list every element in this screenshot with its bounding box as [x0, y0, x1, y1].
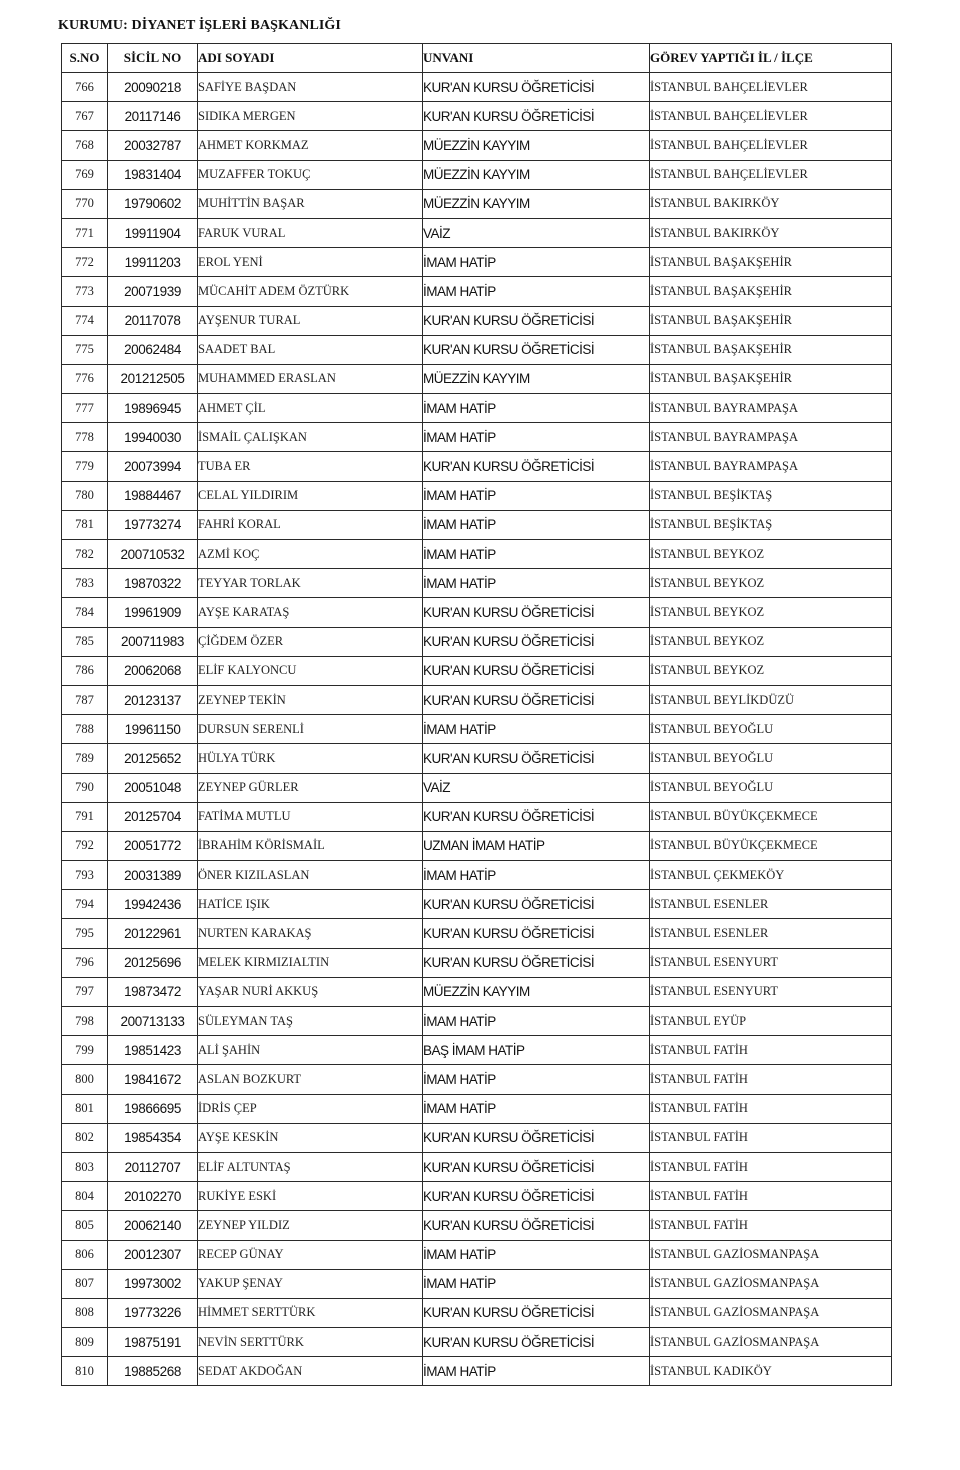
cell-name: DURSUN SERENLİ — [198, 715, 423, 744]
cell-no: 777 — [62, 394, 108, 423]
cell-title: İMAM HATİP — [423, 1357, 650, 1386]
cell-sicil: 19911904 — [108, 218, 198, 247]
cell-sicil: 19831404 — [108, 160, 198, 189]
table-row — [62, 1211, 892, 1240]
cell-title: İMAM HATİP — [423, 569, 650, 598]
document-title: KURUMU: DİYANET İŞLERİ BAŞKANLIĞI — [58, 18, 341, 33]
cell-sicil: 200710532 — [108, 540, 198, 569]
cell-name: HATİCE IŞIK — [198, 890, 423, 919]
cell-name: CELAL YILDIRIM — [198, 481, 423, 510]
cell-title: KUR'AN KURSU ÖĞRETİCİSİ — [423, 335, 650, 364]
cell-place: İSTANBUL BEYKOZ — [650, 569, 892, 598]
cell-no: 786 — [62, 656, 108, 685]
table-row — [62, 73, 892, 102]
cell-no: 773 — [62, 277, 108, 306]
table-row — [62, 452, 892, 481]
cell-name: FARUK VURAL — [198, 218, 423, 247]
cell-place: İSTANBUL EYÜP — [650, 1007, 892, 1036]
cell-place: İSTANBUL BAŞAKŞEHİR — [650, 248, 892, 277]
cell-sicil: 20112707 — [108, 1152, 198, 1181]
cell-place: İSTANBUL BEYKOZ — [650, 656, 892, 685]
table-row — [62, 627, 892, 656]
cell-title: İMAM HATİP — [423, 423, 650, 452]
cell-title: İMAM HATİP — [423, 394, 650, 423]
cell-name: HİMMET SERTTÜRK — [198, 1298, 423, 1327]
cell-title: İMAM HATİP — [423, 481, 650, 510]
cell-sicil: 19870322 — [108, 569, 198, 598]
cell-title: İMAM HATİP — [423, 1065, 650, 1094]
table-row — [62, 685, 892, 714]
cell-place: İSTANBUL BEYOĞLU — [650, 715, 892, 744]
header-place: GÖREV YAPTIĞI İL / İLÇE — [650, 44, 892, 73]
table-row — [62, 335, 892, 364]
cell-place: İSTANBUL FATİH — [650, 1036, 892, 1065]
cell-title: KUR'AN KURSU ÖĞRETİCİSİ — [423, 1152, 650, 1181]
cell-title: İMAM HATİP — [423, 715, 650, 744]
cell-sicil: 20012307 — [108, 1240, 198, 1269]
cell-name: AYŞENUR TURAL — [198, 306, 423, 335]
cell-place: İSTANBUL BEŞİKTAŞ — [650, 510, 892, 539]
cell-sicil: 19940030 — [108, 423, 198, 452]
cell-title: KUR'AN KURSU ÖĞRETİCİSİ — [423, 685, 650, 714]
cell-no: 778 — [62, 423, 108, 452]
cell-no: 789 — [62, 744, 108, 773]
cell-name: SAFİYE BAŞDAN — [198, 73, 423, 102]
cell-no: 797 — [62, 977, 108, 1006]
table-row — [62, 1123, 892, 1152]
cell-name: TUBA ER — [198, 452, 423, 481]
cell-title: VAİZ — [423, 218, 650, 247]
table-row — [62, 1240, 892, 1269]
cell-title: KUR'AN KURSU ÖĞRETİCİSİ — [423, 1298, 650, 1327]
cell-sicil: 20090218 — [108, 73, 198, 102]
cell-place: İSTANBUL ÇEKMEKÖY — [650, 861, 892, 890]
cell-sicil: 19773226 — [108, 1298, 198, 1327]
cell-sicil: 19884467 — [108, 481, 198, 510]
cell-place: İSTANBUL ESENYURT — [650, 948, 892, 977]
cell-title: KUR'AN KURSU ÖĞRETİCİSİ — [423, 890, 650, 919]
cell-no: 768 — [62, 131, 108, 160]
table-row — [62, 364, 892, 393]
cell-name: YAKUP ŞENAY — [198, 1269, 423, 1298]
cell-name: ELİF KALYONCU — [198, 656, 423, 685]
table-row — [62, 277, 892, 306]
cell-place: İSTANBUL FATİH — [650, 1094, 892, 1123]
cell-sicil: 19973002 — [108, 1269, 198, 1298]
cell-no: 810 — [62, 1357, 108, 1386]
cell-no: 809 — [62, 1328, 108, 1357]
header-no: S.NO — [62, 44, 108, 73]
cell-place: İSTANBUL BAKIRKÖY — [650, 218, 892, 247]
cell-title: KUR'AN KURSU ÖĞRETİCİSİ — [423, 1211, 650, 1240]
table-row — [62, 1036, 892, 1065]
cell-place: İSTANBUL BÜYÜKÇEKMECE — [650, 831, 892, 860]
cell-no: 808 — [62, 1298, 108, 1327]
cell-place: İSTANBUL BEYKOZ — [650, 598, 892, 627]
cell-title: KUR'AN KURSU ÖĞRETİCİSİ — [423, 744, 650, 773]
cell-no: 796 — [62, 948, 108, 977]
table-row — [62, 540, 892, 569]
cell-no: 775 — [62, 335, 108, 364]
cell-no: 766 — [62, 73, 108, 102]
cell-sicil: 19896945 — [108, 394, 198, 423]
cell-name: ASLAN BOZKURT — [198, 1065, 423, 1094]
cell-place: İSTANBUL BAYRAMPAŞA — [650, 452, 892, 481]
cell-no: 790 — [62, 773, 108, 802]
cell-name: İDRİS ÇEP — [198, 1094, 423, 1123]
cell-name: AYŞE KARATAŞ — [198, 598, 423, 627]
cell-name: AHMET KORKMAZ — [198, 131, 423, 160]
cell-name: MUZAFFER TOKUÇ — [198, 160, 423, 189]
cell-name: AYŞE KESKİN — [198, 1123, 423, 1152]
table-row — [62, 656, 892, 685]
cell-name: ZEYNEP GÜRLER — [198, 773, 423, 802]
cell-title: KUR'AN KURSU ÖĞRETİCİSİ — [423, 919, 650, 948]
table-body — [62, 73, 892, 1386]
cell-place: İSTANBUL BAŞAKŞEHİR — [650, 364, 892, 393]
cell-title: MÜEZZİN KAYYIM — [423, 977, 650, 1006]
cell-no: 770 — [62, 189, 108, 218]
table-row — [62, 510, 892, 539]
cell-no: 769 — [62, 160, 108, 189]
table-row — [62, 1357, 892, 1386]
cell-title: MÜEZZİN KAYYIM — [423, 364, 650, 393]
cell-title: KUR'AN KURSU ÖĞRETİCİSİ — [423, 627, 650, 656]
table-row — [62, 1152, 892, 1181]
cell-place: İSTANBUL BEYKOZ — [650, 627, 892, 656]
cell-no: 788 — [62, 715, 108, 744]
table-row — [62, 423, 892, 452]
cell-name: ALİ ŞAHİN — [198, 1036, 423, 1065]
cell-sicil: 20122961 — [108, 919, 198, 948]
cell-name: AZMİ KOÇ — [198, 540, 423, 569]
cell-no: 791 — [62, 802, 108, 831]
cell-name: RECEP GÜNAY — [198, 1240, 423, 1269]
cell-name: SÜLEYMAN TAŞ — [198, 1007, 423, 1036]
cell-title: İMAM HATİP — [423, 1094, 650, 1123]
cell-no: 800 — [62, 1065, 108, 1094]
cell-title: İMAM HATİP — [423, 248, 650, 277]
header-sicil: SİCİL NO — [108, 44, 198, 73]
table-row — [62, 481, 892, 510]
cell-place: İSTANBUL BAHÇELİEVLER — [650, 102, 892, 131]
header-name: ADI SOYADI — [198, 44, 423, 73]
table-row — [62, 977, 892, 1006]
table-row — [62, 160, 892, 189]
table-row — [62, 1065, 892, 1094]
cell-name: FATİMA MUTLU — [198, 802, 423, 831]
table-row — [62, 861, 892, 890]
cell-place: İSTANBUL ESENYURT — [650, 977, 892, 1006]
cell-sicil: 19851423 — [108, 1036, 198, 1065]
cell-no: 803 — [62, 1152, 108, 1181]
cell-no: 782 — [62, 540, 108, 569]
cell-title: MÜEZZİN KAYYIM — [423, 131, 650, 160]
table-row — [62, 1182, 892, 1211]
cell-place: İSTANBUL GAZİOSMANPAŞA — [650, 1240, 892, 1269]
table-header-row — [62, 44, 892, 73]
cell-place: İSTANBUL BAŞAKŞEHİR — [650, 335, 892, 364]
cell-title: MÜEZZİN KAYYIM — [423, 189, 650, 218]
cell-name: ÖNER KIZILASLAN — [198, 861, 423, 890]
table-row — [62, 131, 892, 160]
cell-sicil: 20062484 — [108, 335, 198, 364]
cell-title: KUR'AN KURSU ÖĞRETİCİSİ — [423, 1328, 650, 1357]
cell-sicil: 20051048 — [108, 773, 198, 802]
cell-name: ÇİĞDEM ÖZER — [198, 627, 423, 656]
cell-place: İSTANBUL FATİH — [650, 1065, 892, 1094]
cell-place: İSTANBUL BAŞAKŞEHİR — [650, 277, 892, 306]
table-row — [62, 102, 892, 131]
cell-no: 774 — [62, 306, 108, 335]
cell-name: FAHRİ KORAL — [198, 510, 423, 539]
cell-title: KUR'AN KURSU ÖĞRETİCİSİ — [423, 1182, 650, 1211]
cell-name: MUHİTTİN BAŞAR — [198, 189, 423, 218]
cell-sicil: 20117146 — [108, 102, 198, 131]
cell-no: 772 — [62, 248, 108, 277]
cell-name: YAŞAR NURİ AKKUŞ — [198, 977, 423, 1006]
table-row — [62, 1094, 892, 1123]
cell-no: 795 — [62, 919, 108, 948]
cell-title: KUR'AN KURSU ÖĞRETİCİSİ — [423, 598, 650, 627]
cell-title: KUR'AN KURSU ÖĞRETİCİSİ — [423, 73, 650, 102]
cell-no: 794 — [62, 890, 108, 919]
cell-place: İSTANBUL BÜYÜKÇEKMECE — [650, 802, 892, 831]
cell-place: İSTANBUL BEYOĞLU — [650, 744, 892, 773]
cell-sicil: 19866695 — [108, 1094, 198, 1123]
cell-title: İMAM HATİP — [423, 1007, 650, 1036]
cell-title: İMAM HATİP — [423, 1269, 650, 1298]
table-row — [62, 306, 892, 335]
cell-sicil: 20102270 — [108, 1182, 198, 1211]
cell-title: İMAM HATİP — [423, 540, 650, 569]
cell-title: VAİZ — [423, 773, 650, 802]
cell-sicil: 19841672 — [108, 1065, 198, 1094]
cell-place: İSTANBUL GAZİOSMANPAŞA — [650, 1269, 892, 1298]
cell-sicil: 19961150 — [108, 715, 198, 744]
cell-name: SAADET BAL — [198, 335, 423, 364]
table-row — [62, 598, 892, 627]
cell-place: İSTANBUL FATİH — [650, 1211, 892, 1240]
cell-title: UZMAN İMAM HATİP — [423, 831, 650, 860]
cell-sicil: 20031389 — [108, 861, 198, 890]
cell-sicil: 19773274 — [108, 510, 198, 539]
cell-sicil: 20062140 — [108, 1211, 198, 1240]
cell-sicil: 20123137 — [108, 685, 198, 714]
table-row — [62, 569, 892, 598]
cell-place: İSTANBUL BEŞİKTAŞ — [650, 481, 892, 510]
cell-no: 799 — [62, 1036, 108, 1065]
table-row — [62, 744, 892, 773]
cell-place: İSTANBUL BAŞAKŞEHİR — [650, 306, 892, 335]
cell-place: İSTANBUL GAZİOSMANPAŞA — [650, 1298, 892, 1327]
cell-sicil: 19873472 — [108, 977, 198, 1006]
cell-name: HÜLYA TÜRK — [198, 744, 423, 773]
cell-place: İSTANBUL BEYLİKDÜZÜ — [650, 685, 892, 714]
cell-title: KUR'AN KURSU ÖĞRETİCİSİ — [423, 1123, 650, 1152]
table-row — [62, 218, 892, 247]
cell-sicil: 19942436 — [108, 890, 198, 919]
cell-sicil: 20117078 — [108, 306, 198, 335]
cell-name: TEYYAR TORLAK — [198, 569, 423, 598]
cell-no: 804 — [62, 1182, 108, 1211]
cell-title: İMAM HATİP — [423, 1240, 650, 1269]
cell-no: 785 — [62, 627, 108, 656]
cell-place: İSTANBUL ESENLER — [650, 890, 892, 919]
cell-no: 807 — [62, 1269, 108, 1298]
cell-place: İSTANBUL BAYRAMPAŞA — [650, 394, 892, 423]
personnel-table — [61, 43, 892, 1386]
cell-no: 802 — [62, 1123, 108, 1152]
cell-no: 805 — [62, 1211, 108, 1240]
cell-sicil: 20073994 — [108, 452, 198, 481]
cell-place: İSTANBUL BAHÇELİEVLER — [650, 160, 892, 189]
cell-title: MÜEZZİN KAYYIM — [423, 160, 650, 189]
cell-place: İSTANBUL KADIKÖY — [650, 1357, 892, 1386]
cell-sicil: 19790602 — [108, 189, 198, 218]
table-row — [62, 1328, 892, 1357]
cell-no: 779 — [62, 452, 108, 481]
cell-sicil: 20125704 — [108, 802, 198, 831]
cell-title: KUR'AN KURSU ÖĞRETİCİSİ — [423, 102, 650, 131]
cell-place: İSTANBUL ESENLER — [650, 919, 892, 948]
cell-name: ZEYNEP YILDIZ — [198, 1211, 423, 1240]
table-row — [62, 948, 892, 977]
cell-title: İMAM HATİP — [423, 277, 650, 306]
table-row — [62, 1269, 892, 1298]
cell-sicil: 19875191 — [108, 1328, 198, 1357]
cell-place: İSTANBUL FATİH — [650, 1123, 892, 1152]
cell-place: İSTANBUL FATİH — [650, 1182, 892, 1211]
cell-sicil: 200713133 — [108, 1007, 198, 1036]
cell-title: KUR'AN KURSU ÖĞRETİCİSİ — [423, 802, 650, 831]
cell-no: 784 — [62, 598, 108, 627]
table-row — [62, 715, 892, 744]
cell-no: 793 — [62, 861, 108, 890]
cell-name: MELEK KIRMIZIALTIN — [198, 948, 423, 977]
table-row — [62, 248, 892, 277]
cell-no: 776 — [62, 364, 108, 393]
cell-title: KUR'AN KURSU ÖĞRETİCİSİ — [423, 948, 650, 977]
table-row — [62, 802, 892, 831]
cell-name: NEVİN SERTTÜRK — [198, 1328, 423, 1357]
cell-title: İMAM HATİP — [423, 510, 650, 539]
cell-no: 781 — [62, 510, 108, 539]
table-row — [62, 831, 892, 860]
cell-name: AHMET ÇİL — [198, 394, 423, 423]
table-row — [62, 773, 892, 802]
header-title: UNVANI — [423, 44, 650, 73]
cell-place: İSTANBUL BEYKOZ — [650, 540, 892, 569]
cell-place: İSTANBUL BAYRAMPAŞA — [650, 423, 892, 452]
cell-no: 801 — [62, 1094, 108, 1123]
cell-title: KUR'AN KURSU ÖĞRETİCİSİ — [423, 656, 650, 685]
cell-no: 787 — [62, 685, 108, 714]
cell-title: KUR'AN KURSU ÖĞRETİCİSİ — [423, 452, 650, 481]
cell-place: İSTANBUL GAZİOSMANPAŞA — [650, 1328, 892, 1357]
cell-title: BAŞ İMAM HATİP — [423, 1036, 650, 1065]
cell-sicil: 200711983 — [108, 627, 198, 656]
cell-sicil: 201212505 — [108, 364, 198, 393]
cell-no: 780 — [62, 481, 108, 510]
cell-place: İSTANBUL FATİH — [650, 1152, 892, 1181]
cell-sicil: 20062068 — [108, 656, 198, 685]
cell-name: SIDIKA MERGEN — [198, 102, 423, 131]
cell-name: MUHAMMED ERASLAN — [198, 364, 423, 393]
table-row — [62, 189, 892, 218]
cell-place: İSTANBUL BAKIRKÖY — [650, 189, 892, 218]
cell-name: ELİF ALTUNTAŞ — [198, 1152, 423, 1181]
table-row — [62, 919, 892, 948]
cell-sicil: 19854354 — [108, 1123, 198, 1152]
cell-name: EROL YENİ — [198, 248, 423, 277]
cell-sicil: 19885268 — [108, 1357, 198, 1386]
table-row — [62, 1298, 892, 1327]
cell-name: İSMAİL ÇALIŞKAN — [198, 423, 423, 452]
cell-sicil: 19911203 — [108, 248, 198, 277]
cell-title: İMAM HATİP — [423, 861, 650, 890]
cell-sicil: 20032787 — [108, 131, 198, 160]
cell-sicil: 20125652 — [108, 744, 198, 773]
cell-place: İSTANBUL BAHÇELİEVLER — [650, 131, 892, 160]
cell-name: İBRAHİM KÖRİSMAİL — [198, 831, 423, 860]
cell-name: SEDAT AKDOĞAN — [198, 1357, 423, 1386]
cell-sicil: 20125696 — [108, 948, 198, 977]
cell-no: 798 — [62, 1007, 108, 1036]
cell-sicil: 20051772 — [108, 831, 198, 860]
cell-title: KUR'AN KURSU ÖĞRETİCİSİ — [423, 306, 650, 335]
cell-name: ZEYNEP TEKİN — [198, 685, 423, 714]
table-row — [62, 890, 892, 919]
table-row — [62, 1007, 892, 1036]
cell-no: 806 — [62, 1240, 108, 1269]
cell-sicil: 19961909 — [108, 598, 198, 627]
cell-name: NURTEN KARAKAŞ — [198, 919, 423, 948]
cell-place: İSTANBUL BAHÇELİEVLER — [650, 73, 892, 102]
cell-no: 767 — [62, 102, 108, 131]
cell-place: İSTANBUL BEYOĞLU — [650, 773, 892, 802]
table-row — [62, 394, 892, 423]
cell-no: 783 — [62, 569, 108, 598]
cell-name: MÜCAHİT ADEM ÖZTÜRK — [198, 277, 423, 306]
cell-name: RUKİYE ESKİ — [198, 1182, 423, 1211]
cell-sicil: 20071939 — [108, 277, 198, 306]
cell-no: 771 — [62, 218, 108, 247]
cell-no: 792 — [62, 831, 108, 860]
